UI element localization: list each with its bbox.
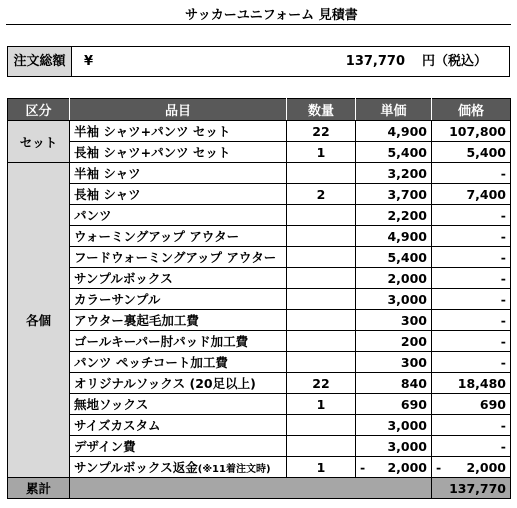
order-total-value: 137,770 [345, 54, 405, 69]
unit-price-cell[interactable]: 2,200 [356, 205, 432, 226]
qty-cell[interactable] [287, 310, 356, 331]
item-cell[interactable]: 長袖 シャツ [70, 184, 287, 205]
unit-price-cell[interactable]: 3,000 [356, 415, 432, 436]
table-row [8, 310, 511, 331]
qty-cell[interactable] [287, 415, 356, 436]
price-cell[interactable]: - [432, 415, 511, 436]
table-row [8, 331, 511, 352]
table-row [8, 121, 511, 142]
price-cell[interactable]: 18,480 [432, 373, 511, 394]
table-row [8, 142, 511, 163]
sum-spacer[interactable] [70, 478, 432, 499]
item-cell[interactable]: 無地ソックス [70, 394, 287, 415]
unit-price-cell[interactable]: 4,900 [356, 226, 432, 247]
table-row [8, 394, 511, 415]
qty-cell[interactable]: 22 [287, 121, 356, 142]
qty-cell[interactable] [287, 205, 356, 226]
price-cell[interactable]: - [432, 205, 511, 226]
table-row [8, 457, 511, 478]
item-cell[interactable]: アウター裏起毛加工費 [70, 310, 287, 331]
unit-price-cell[interactable]: 300 [356, 310, 432, 331]
price-value: 2,000 [466, 459, 506, 475]
order-total-box [7, 46, 510, 77]
price-cell[interactable]: - [432, 163, 511, 184]
unit-price-cell[interactable]: 5,400 [356, 247, 432, 268]
qty-cell[interactable] [287, 289, 356, 310]
qty-cell[interactable]: 1 [287, 142, 356, 163]
header-category: 区分 [8, 99, 70, 121]
item-cell[interactable]: フードウォーミングアップ アウター [70, 247, 287, 268]
table-header-row [8, 99, 511, 121]
item-cell[interactable]: 長袖 シャツ+パンツ セット [70, 142, 287, 163]
title-underline [6, 24, 511, 25]
unit-price-cell[interactable]: 840 [356, 373, 432, 394]
table-row [8, 226, 511, 247]
unit-price-cell[interactable]: 4,900 [356, 121, 432, 142]
qty-cell[interactable] [287, 226, 356, 247]
estimate-table [7, 98, 511, 499]
header-qty: 数量 [287, 99, 356, 121]
qty-cell[interactable] [287, 268, 356, 289]
item-text: サンプルボックス返金 [74, 460, 198, 475]
price-cell[interactable]: 7,400 [432, 184, 511, 205]
price-cell[interactable]: - [432, 289, 511, 310]
table-row [8, 163, 511, 184]
qty-cell[interactable]: 22 [287, 373, 356, 394]
table-row [8, 247, 511, 268]
minus-sign: - [436, 459, 442, 475]
price-cell[interactable]: 5,400 [432, 142, 511, 163]
item-cell[interactable]: パンツ ペッチコート加工費 [70, 352, 287, 373]
qty-cell[interactable] [287, 247, 356, 268]
unit-price-cell[interactable]: 690 [356, 394, 432, 415]
sum-value[interactable]: 137,770 [432, 478, 511, 499]
page-title: サッカーユニフォーム 見積書 [185, 8, 358, 23]
item-cell[interactable]: サンプルボックス [70, 268, 287, 289]
item-cell[interactable]: 半袖 シャツ+パンツ セット [70, 121, 287, 142]
price-cell[interactable]: - [432, 331, 511, 352]
unit-price-cell[interactable]: 3,000 [356, 289, 432, 310]
unit-price-cell[interactable]: 5,400 [356, 142, 432, 163]
item-cell[interactable]: サイズカスタム [70, 415, 287, 436]
item-cell[interactable]: カラーサンプル [70, 289, 287, 310]
qty-cell[interactable] [287, 331, 356, 352]
unit-price-value: 2,000 [387, 459, 427, 475]
qty-cell[interactable] [287, 163, 356, 184]
sum-row [8, 478, 511, 499]
table-row [8, 436, 511, 457]
item-note: (※11着注文時) [197, 464, 271, 475]
minus-sign: - [360, 459, 366, 475]
table-row [8, 373, 511, 394]
order-total-unit: 円（税込） [422, 54, 488, 69]
order-total-label: 注文総額 [8, 47, 72, 76]
table-row [8, 268, 511, 289]
category-cell[interactable]: セット [8, 121, 70, 163]
table-row [8, 352, 511, 373]
unit-price-cell[interactable]: 3,200 [356, 163, 432, 184]
unit-price-cell[interactable] [356, 457, 432, 478]
qty-cell[interactable]: 1 [287, 394, 356, 415]
qty-cell[interactable] [287, 436, 356, 457]
price-cell[interactable] [432, 457, 511, 478]
price-cell[interactable]: - [432, 436, 511, 457]
header-price: 価格 [432, 99, 511, 121]
category-cell[interactable]: 各個 [8, 163, 70, 478]
header-item: 品目 [70, 99, 287, 121]
item-cell[interactable] [70, 457, 287, 478]
price-cell[interactable]: - [432, 247, 511, 268]
table-row [8, 184, 511, 205]
item-cell[interactable]: ゴールキーパー肘パッド加工費 [70, 331, 287, 352]
unit-price-cell[interactable]: 300 [356, 352, 432, 373]
price-cell[interactable]: - [432, 268, 511, 289]
unit-price-cell[interactable]: 3,700 [356, 184, 432, 205]
item-cell[interactable]: ウォーミングアップ アウター [70, 226, 287, 247]
price-cell[interactable]: - [432, 226, 511, 247]
sum-label[interactable]: 累計 [8, 478, 70, 499]
header-unit-price: 単価 [356, 99, 432, 121]
item-cell[interactable]: オリジナルソックス (20足以上) [70, 373, 287, 394]
price-cell[interactable]: 690 [432, 394, 511, 415]
price-cell[interactable]: - [432, 310, 511, 331]
unit-price-cell[interactable]: 200 [356, 331, 432, 352]
unit-price-cell[interactable]: 3,000 [356, 436, 432, 457]
item-cell[interactable]: パンツ [70, 205, 287, 226]
qty-cell[interactable] [287, 352, 356, 373]
qty-cell[interactable]: 1 [287, 457, 356, 478]
currency-symbol: ¥ [84, 54, 94, 69]
price-cell[interactable]: 107,800 [432, 121, 511, 142]
item-cell[interactable]: デザイン費 [70, 436, 287, 457]
unit-price-cell[interactable]: 2,000 [356, 268, 432, 289]
table-row [8, 415, 511, 436]
table-row [8, 205, 511, 226]
qty-cell[interactable]: 2 [287, 184, 356, 205]
item-cell[interactable]: 半袖 シャツ [70, 163, 287, 184]
table-row [8, 289, 511, 310]
price-cell[interactable]: - [432, 352, 511, 373]
